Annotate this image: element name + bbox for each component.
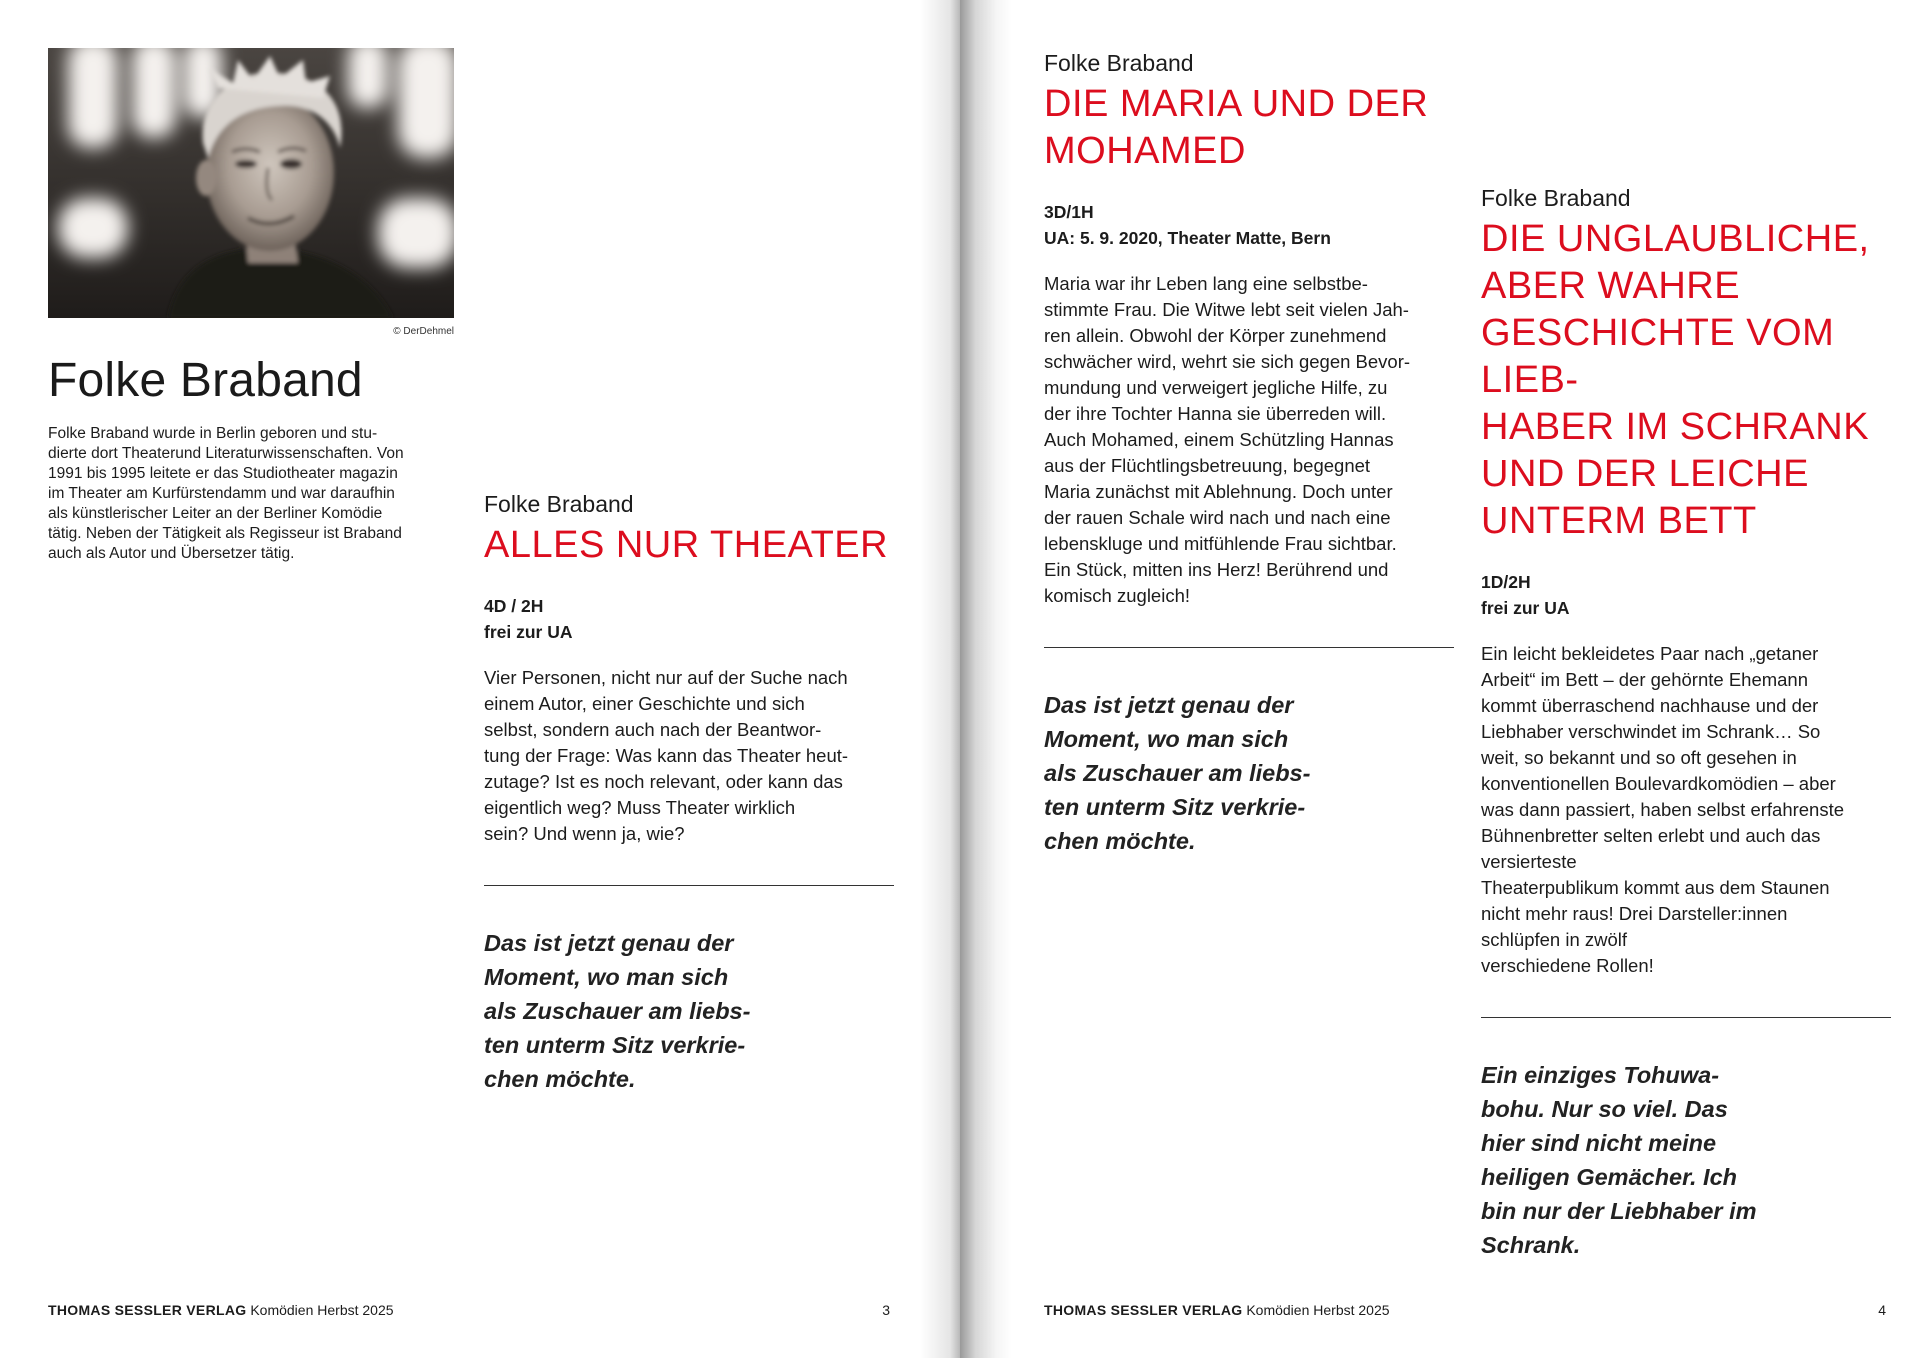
photo-credit: © DerDehmel <box>393 326 454 337</box>
divider <box>484 885 894 886</box>
page-number: 4 <box>1878 1302 1886 1318</box>
play-entry-maria-mohamed <box>1044 50 1454 858</box>
play-title: DIE MARIA UND DER MOHAMED <box>1044 83 1429 172</box>
divider <box>1481 1017 1891 1018</box>
catalog-edition: Komödien Herbst 2025 <box>246 1302 394 1318</box>
page-footer <box>48 1302 394 1318</box>
play-author: Folke Braband <box>484 491 634 517</box>
play-premiere: UA: 5. 9. 2020, Theater Matte, Bern <box>1044 228 1331 248</box>
divider <box>1044 647 1454 648</box>
play-quote: Ein einziges Tohuwa- bohu. Nur so viel. Das hier sind nicht meine heiligen Gemächer. Ich bin nur der Liebhaber im Schrank. <box>1481 1062 1757 1258</box>
play-author: Folke Braband <box>1481 185 1631 211</box>
play-meta <box>1044 199 1454 251</box>
play-author: Folke Braband <box>1044 50 1194 76</box>
play-title: DIE UNGLAUBLICHE, ABER WAHRE GESCHICHTE VOM LIEB- HABER IM SCHRANK UND DER LEICHE UNTERM BETT <box>1481 218 1870 542</box>
play-entry-alles-nur-theater <box>484 491 894 1096</box>
play-entry-liebhaber-im-schrank <box>1481 185 1891 1262</box>
play-description: Ein leicht bekleidetes Paar nach „getaner Arbeit“ im Bett – der gehörnte Ehemann kommt überraschend nachhause und der Liebhaber verschwindet im Schrank… So weit, so bekannt und so oft gesehen in konventionellen Boulevardkomödien – aber was dann passiert, haben selbst erfahrenste Bühnenbretter selten erlebt und auch das versierteste Theaterpublikum kommt aus dem Staunen nicht mehr raus! Drei Darsteller:innen schlüpfen in zwölf verschiedene Rollen! <box>1481 643 1845 976</box>
gutter-shadow <box>920 0 960 1358</box>
gutter-shadow <box>960 0 1012 1358</box>
play-description: Vier Personen, nicht nur auf der Suche nach einem Autor, einer Geschichte und sich selbst, sondern auch nach der Beantwor- tung der Frage: Was kann das Theater heut- zutage? Ist es noch relevant, oder kann das eigentlich weg? Muss Theater wirklich sein? Und wenn ja, wie? <box>484 667 849 844</box>
publisher-name: THOMAS SESSLER VERLAG <box>48 1302 247 1318</box>
author-bio: Folke Braband wurde in Berlin geboren und stu- dierte dort Theaterund Literaturwissenschaften. Von 1991 bis 1995 leitete er das Studiotheater magazin im Theater am Kurfürstendamm und war daraufhin als künstlerischer Leiter an der Berliner Komödie tätig. Neben der Tätigkeit als Regisseur ist Braband auch als Autor und Übersetzer tätig. <box>48 425 404 562</box>
catalog-edition: Komödien Herbst 2025 <box>1242 1302 1390 1318</box>
page-number: 3 <box>882 1302 890 1318</box>
play-status: frei zur UA <box>484 622 573 642</box>
play-meta <box>1481 569 1891 621</box>
play-cast: 1D/2H <box>1481 572 1531 592</box>
play-quote: Das ist jetzt genau der Moment, wo man sich als Zuschauer am liebs- ten unterm Sitz verkrie- chen möchte. <box>1044 692 1311 854</box>
page-footer <box>1044 1302 1390 1318</box>
author-name-heading: Folke Braband <box>48 354 363 407</box>
play-title: ALLES NUR THEATER <box>484 524 889 566</box>
play-quote: Das ist jetzt genau der Moment, wo man sich als Zuschauer am liebs- ten unterm Sitz verkrie- chen möchte. <box>484 930 751 1092</box>
play-description: Maria war ihr Leben lang eine selbstbe- stimmte Frau. Die Witwe lebt seit vielen Jah- ren allein. Obwohl der Körper zunehmend schwächer wird, wehrt sie sich gegen Bevor- mundung und verweigert jegliche Hilfe, zu der ihre Tochter Hanna sie überreden will. Auch Mohamed, einem Schützling Hannas aus der Flüchtlingsbetreuung, begegnet Maria zunächst mit Ablehnung. Doch unter der rauen Schale wird nach und nach eine lebenskluge und mitfühlende Frau sichtbar. Ein Stück, mitten ins Herz! Berührend und komisch zugleich! <box>1044 273 1411 606</box>
play-cast: 3D/1H <box>1044 202 1094 222</box>
right-page <box>960 0 1920 1358</box>
play-meta <box>484 593 894 645</box>
author-portrait-photo <box>48 48 454 318</box>
play-status: frei zur UA <box>1481 598 1570 618</box>
publisher-name: THOMAS SESSLER VERLAG <box>1044 1302 1243 1318</box>
play-cast: 4D / 2H <box>484 596 544 616</box>
